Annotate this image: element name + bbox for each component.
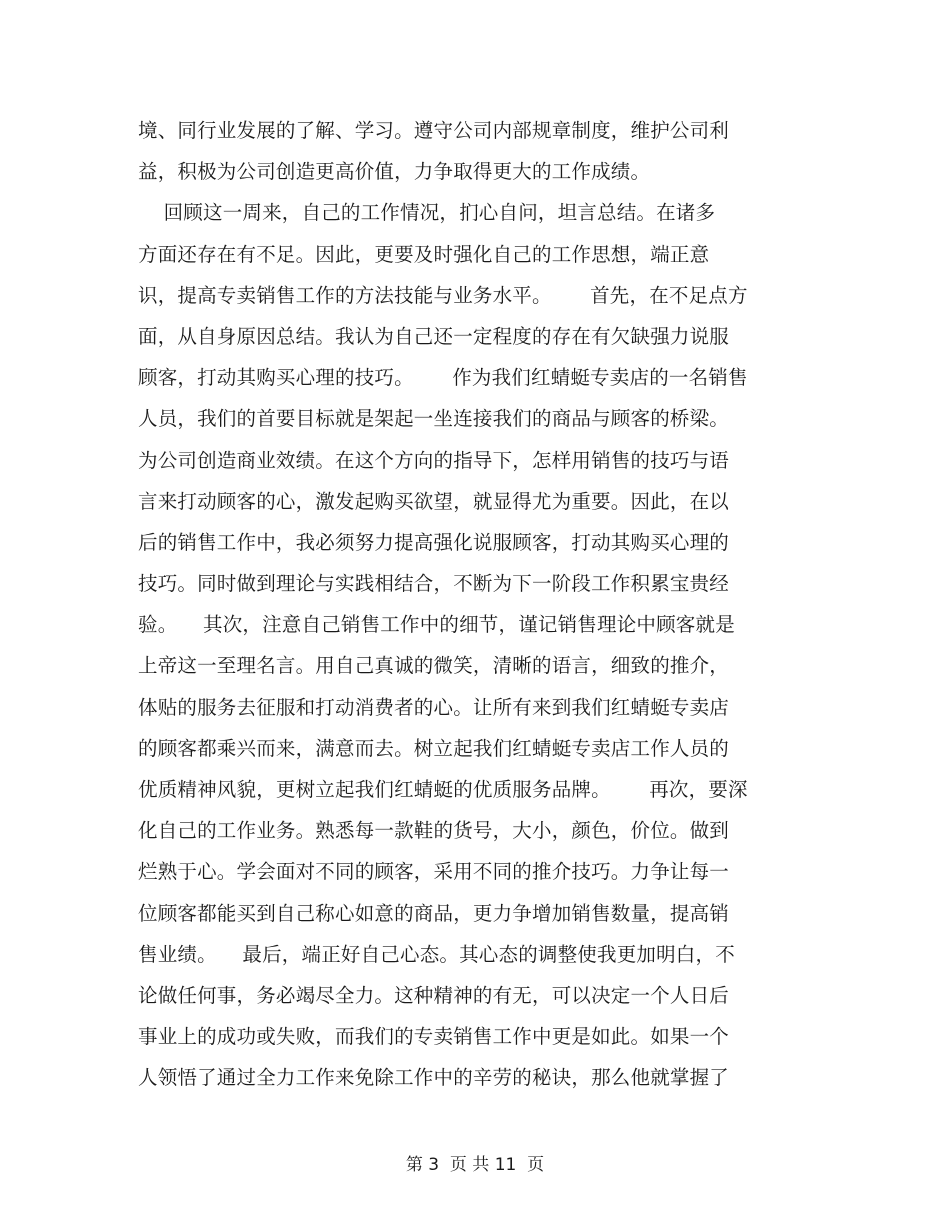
text-line: 验。 其次，注意自己销售工作中的细节，谨记销售理论中顾客就是 <box>138 613 735 637</box>
text-line: 回顾这一周来，自己的工作情况，扪心自问，坦言总结。在诸多 <box>138 201 716 225</box>
text-line: 方面还存在有不足。因此，更要及时强化自己的工作思想，端正意 <box>138 242 710 266</box>
text-line: 烂熟于心。学会面对不同的顾客，采用不同的推介技巧。力争让每一 <box>138 860 730 884</box>
text-line: 后的销售工作中，我必须努力提高强化说服顾客，打动其购买心理的 <box>138 530 730 554</box>
text-line: 化自己的工作业务。熟悉每一款鞋的货号，大小，颜色，价位。做到 <box>138 819 730 843</box>
text-line: 顾客，打动其购买心理的技巧。 作为我们红蜻蜓专卖店的一名销售 <box>138 366 748 390</box>
body-text <box>138 110 818 1099</box>
text-line: 技巧。同时做到理论与实践相结合，不断为下一阶段工作积累宝贵经 <box>138 572 730 596</box>
text-line: 事业上的成功或失败，而我们的专卖销售工作中更是如此。如果一个 <box>138 1025 730 1049</box>
text-line: 位顾客都能买到自己称心如意的商品，更力争增加销售数量，提高销 <box>138 901 730 925</box>
text-line: 优质精神风貌，更树立起我们红蜻蜓的优质服务品牌。 再次，要深 <box>138 778 748 801</box>
text-line: 境、同行业发展的了解、学习。遵守公司内部规章制度，维护公司利 <box>138 119 730 142</box>
page-number-footer: 第 3 页 共 11 页 <box>405 1155 545 1175</box>
text-line: 论做任何事，务必竭尽全力。这种精神的有无，可以决定一个人日后 <box>138 983 730 1007</box>
text-line: 益，积极为公司创造更高价值，力争取得更大的工作成绩。 <box>138 160 651 184</box>
text-line: 识，提高专卖销售工作的方法技能与业务水平。 首先，在不足点方 <box>138 283 748 307</box>
text-line: 上帝这一至理名言。用自己真诚的微笑，清晰的语言，细致的推介， <box>138 654 730 678</box>
text-line: 人领悟了通过全力工作来免除工作中的辛劳的秘诀，那么他就掌握了 <box>138 1066 730 1090</box>
text-line: 售业绩。 最后，端正好自己心态。其心态的调整使我更加明白，不 <box>138 942 735 966</box>
text-line: 人员，我们的首要目标就是架起一坐连接我们的商品与顾客的桥梁。 <box>138 407 730 431</box>
text-line: 言来打动顾客的心，激发起购买欲望，就显得尤为重要。因此，在以 <box>138 489 730 513</box>
text-line: 体贴的服务去征服和打动消费者的心。让所有来到我们红蜻蜓专卖店 <box>138 695 730 719</box>
text-line: 为公司创造商业效绩。在这个方向的指导下，怎样用销售的技巧与语 <box>138 448 730 472</box>
text-line: 面，从自身原因总结。我认为自己还一定程度的存在有欠缺强力说服 <box>138 324 730 348</box>
text-line: 的顾客都乘兴而来，满意而去。树立起我们红蜻蜓专卖店工作人员的 <box>138 736 730 760</box>
